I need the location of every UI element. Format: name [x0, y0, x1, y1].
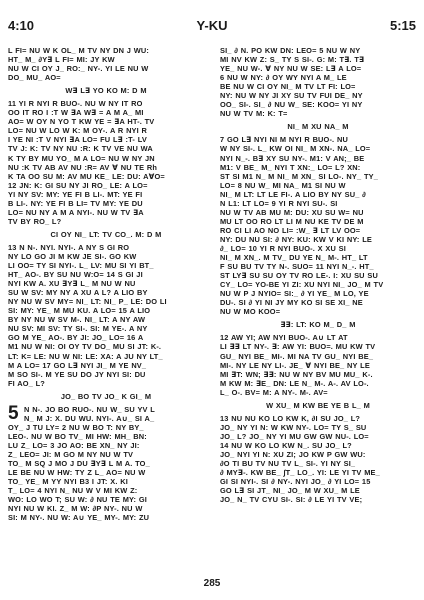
text-line: L_ O-. BV= M: A NY-. M-. AV= [220, 387, 328, 397]
text-line: Z_ LEO= JI: M GO M NY NU W TV [8, 449, 134, 459]
header-verse-start: 4:10 [8, 18, 35, 33]
text-line: LO= NU NY A M A NYI-. NU W TV ∃A [8, 207, 144, 217]
text-line: OY_ J TU LY= 2 NU W BO T: NY BY_ [8, 422, 144, 432]
text-line: LI ∃∃ LT NY-. ∃: AW YI: BUO=. MU KW TV [220, 342, 376, 352]
right-text-column [220, 46, 416, 504]
text-line: NI_ M XN_. M TV_ DU YE N_ M-. HT_ LT [220, 253, 368, 263]
text-line: 12 AW YI; AW NYI BUO-. A∪ LT AT [220, 333, 348, 343]
text-line: RO CI LI AO NO LI= :W_ ∃ LT LV OO= [220, 225, 361, 235]
text-line: L FI= NU W K OL_ M TV NY DN J WU: [8, 46, 149, 55]
text-line: MI NV KW Z: S_ TY S SI-. G: M: T∃. T∃ [220, 55, 365, 65]
text-line: LE BE NU W HW: TY Z L_ AO= NU W [8, 468, 146, 478]
section-heading: CI OY NI_ LT: TV CO_. M: D M [50, 229, 162, 239]
text-line: GO M YE_ AO-. BY JI: JO_ LO= 16 A [8, 333, 144, 343]
text-line: JO_ L? JO_ NY YI MU GW GW NU-. LO= [220, 431, 369, 441]
text-line: LT: K= LE: NU W NI: LE: XA: A JU NY LT_ [8, 351, 163, 361]
text-line: N L1: LT LO= 9 YI R NYI SU-. SI [220, 198, 338, 208]
text-line: W NY SI-. L_ KW OI NI_ M XN-. NA_ LO= [220, 144, 371, 154]
text-line: JO_ N_ TV CYU SI-. SI: ∂ LE YI TV VE; [220, 495, 363, 505]
text-line: ∂ MY∃-. KW BE_ ∫T_ LO_. YI: LE YI TV ME_ [220, 468, 380, 478]
text-line: AO= W OY N YO T KW YE = ∃A HT-. TV [8, 117, 155, 127]
text-line: B LI-. NY: YE FI B LI= TV MY: YE DU [8, 198, 143, 208]
text-line: LO= NU W LO W K: M OY-. A R NYI R [8, 126, 148, 136]
text-line: K TY BY MU YO_ M A LO= NU W NY JN [8, 153, 155, 163]
text-line: 13 N N-. NYI. NYI-. A NY S GI RO [8, 242, 130, 252]
text-line: YE_ NU W-. ∀ NY NU W SE: L∃ A LO= [220, 64, 362, 74]
left-text-column [8, 46, 204, 522]
text-line: TV BY RO_ L? [8, 216, 62, 226]
text-line: JO_ NY YI N: W KW NY-. LO= TY S_ SU [220, 422, 367, 432]
text-line: OO IT RO I :T W ∃A W∃ = A M A_ MI [8, 108, 144, 118]
header-book-title: Y-KU [196, 18, 228, 33]
text-line: LI OO= TY SI NYI-. L_ LV: MU SI YI BT_ [8, 261, 154, 271]
text-line: NI_ M LT: LT LE FI-. A LIO BY NY SU_ ∂ [220, 189, 366, 199]
section-heading: ∃∃: LT: KO M_ D_ M [280, 320, 356, 330]
text-line: JO_ NYI YI N: XU ZI; JO KW P GW WU: [220, 449, 366, 459]
text-line: NY NU W SV MY= NI_ LT: NI_ P_ LE: DO LI [8, 297, 167, 307]
text-line: BY NY NU W SV M-. NI_ LT: A NY AW [8, 315, 146, 325]
text-line: T_ LO= 4 NYI N_ NU W V MI KW Z: [8, 486, 138, 496]
text-line: 14 NU W KO LO KW N_. SU JO_ L? [220, 440, 352, 450]
text-line: SI: MY: YE_ M MU KU. A LO= 15 A LIO [8, 306, 151, 316]
text-line: DO_ MU_ AO= [8, 73, 61, 83]
text-line: NU W CI OY J_ RO:_ NY-. YI LE NU W [8, 64, 149, 74]
text-line: 13 NU NU KO LO KW K, ∂I SU JO_ L? [220, 413, 361, 423]
text-line: HT_ AO-. BY SU NU W:O= 14 S GI JI [8, 270, 143, 280]
text-line: ∂_ LO= 10 YI R NYI BUO-. X XU SI [220, 243, 346, 253]
text-line: MI-. NY LE NY LI-. JE_ ∀ NYI BE_ NY LE [220, 360, 370, 370]
text-line: TV J: K: TV NY NU :R: K TV VE NU WA [8, 144, 153, 154]
text-line: ∂O TI BU TV NU TV L_ SI-. YI NY SI_ [220, 459, 356, 469]
text-line: SU W SV: MY NY A XU A L? A LIO BY [8, 288, 148, 298]
text-line: TO_ YE_ M YY NYI B3 I JT: X. KI [8, 477, 128, 487]
text-line: NY: DU NU SI: ∂ NY: KU: KW V KI NY: LE [220, 234, 372, 244]
text-line: GI SI NYI-. SI ∂ NY-. NYI JO_ ∂ YI LO= 15 [220, 477, 371, 487]
text-line: NY: NU W NY JI XY SU TV FUI DE_ NY [220, 91, 363, 101]
text-line: N_ M J: X. DU WU. NYI-. A∪_ SI A_ [24, 413, 155, 423]
text-line: HT_ M_ ∂Y∃ L FI= MI: JY KW [8, 55, 115, 65]
text-line: TO_ M SQ J MO J DU ∃Y∃ L M A. TO_ [8, 459, 150, 469]
text-line: NU W TV M: K: T= [220, 109, 288, 119]
running-header [8, 18, 416, 38]
text-line: MI ∃T: WN; ∃∃: NU W NY BV MU MU_ K-. [220, 369, 373, 379]
text-line: 11 YI R NYI R BUO-. NU W NY IT RO [8, 99, 143, 109]
text-line: NYI NU W KI. Z_ M W: ∂P NY-. NU W [8, 504, 143, 514]
text-line: GU_ NYI BE_ MI-. MI NA TV GU_ NYI BE_ [220, 351, 374, 361]
chapter-number: 5 [8, 402, 19, 424]
text-line: SI: M NY-. NU W: A∪ YE_ MY-. MY: ZU [8, 513, 150, 523]
text-line: NU W TV AB MU M: DU: XU SU W= NU [220, 207, 364, 217]
text-line: F SU BU TV TY N-. SUO= 11 NYI N_-. HT_ [220, 262, 374, 272]
text-line: 12 JN: K: GI SU NY JI RO_ LE: A LO= [8, 180, 148, 190]
text-line: MU LT OO RO LT LI M NU KE TV DE M [220, 216, 364, 226]
text-line: ST LY∃ SU SU OY TV RO LE-. I: XU SU SU [220, 271, 378, 281]
text-line: 6 NU W NY: ∂ OY WY NYI A M_ LE [220, 73, 347, 83]
header-verse-end: 5:15 [389, 18, 416, 33]
text-line: LEO-. NU W BO TV_ MI HW: MH_ BN: [8, 431, 147, 441]
text-line: YI NY SV: MY: YE FI B LI-. MT: YE FI [8, 189, 143, 199]
text-line: M KW M: ∃E_ DN: LE N_ M-. A-. AV LO-. [220, 378, 369, 388]
text-line: NU W MO KOO= [220, 307, 281, 317]
text-line: NYI N_-. B∃ XY SU NY-. M1: V AN;_ BE [220, 153, 365, 163]
section-heading: NI_ M XU NA_ M [287, 122, 349, 132]
text-line: K TA OO SU M: AV MU KE_ LE: DU: A∀O= [8, 171, 165, 181]
text-line: LU Z_ LO= 3 JO AO: BE XN_ NY JI: [8, 440, 140, 450]
text-line: CY_ LO= YO-BE YI ZI: XU NYI NI_ JO_ M TV [220, 280, 384, 290]
text-line: M1 NU W NI: OI OY TV DO_ MU SI JT: K-. [8, 342, 162, 352]
text-line: BE NU W CI OY NI_ M TV LT FI: LO= [220, 82, 356, 92]
text-line: NU :K TV AB AV NU :R= AV ∀ NU TE Rh [8, 162, 158, 172]
text-line: OO_ SI-. SI_ ∂ NU W_ SE: KOO= YI NY [220, 100, 363, 110]
text-line: WO: LO WO T; SU W: ∂ NU TE MY: GI [8, 495, 147, 505]
text-line: NYI KW A. XU ∃Y∃ L_ M NU W NU [8, 279, 136, 289]
section-heading: JO_ BO TV JO_ K GI_ M [60, 391, 152, 401]
text-line: FI AO_ L? [8, 378, 45, 388]
text-line: NU W P J NYIO= SI:_ ∂ YI YE_ M LO, YE [220, 289, 369, 299]
chapter-start [8, 402, 204, 424]
text-line: GO L∃ SI JT_ NI_ JO_ M W XU_ M LE [220, 486, 360, 496]
section-heading: W∃ L∃ YO KO M: D M [65, 86, 147, 96]
text-line: N N-. JO BO RUO-. NU W_ SU YV L [24, 404, 155, 414]
text-line: NU SV: MI SV: TY SI-. SI: M YE-. A NY [8, 324, 148, 334]
section-heading: W XU_ M KW BE YE B L_ M [266, 400, 370, 410]
text-line: 7 GO L∃ NYI NI M NYI R BUO-. NU [220, 135, 348, 145]
text-line: DU-. SI ∂ YI NI JY MY KO SI SE XI_ NE [220, 298, 363, 308]
text-line: ST SI M1 N_ M NI_ M XN_ SI LO-. NY_ TY_ [220, 171, 378, 181]
text-line: LO= 8 NU W_ MI NA_ M1 SI NU W [220, 180, 346, 190]
text-line: SI_ ∂ N. PO KW DN: LEO= 5 NU W NY [220, 46, 361, 55]
text-line: NY LO GO JI M KW JE SI-. GO KW [8, 251, 137, 261]
text-line: M SO SI-. M YE SU DO JY NYI SI: DU [8, 369, 146, 379]
page-number: 285 [203, 578, 221, 589]
text-line: M1: V BE_ M_ NYI T XN:_ LO= L? XN: [220, 162, 361, 172]
text-line: M A LO= 17 GO L∃ NYI JI_ M YE NV_ [8, 360, 147, 370]
text-line: I YE NI :T V NYI ∃A LO= FU L∃ :T- LV [8, 135, 147, 145]
